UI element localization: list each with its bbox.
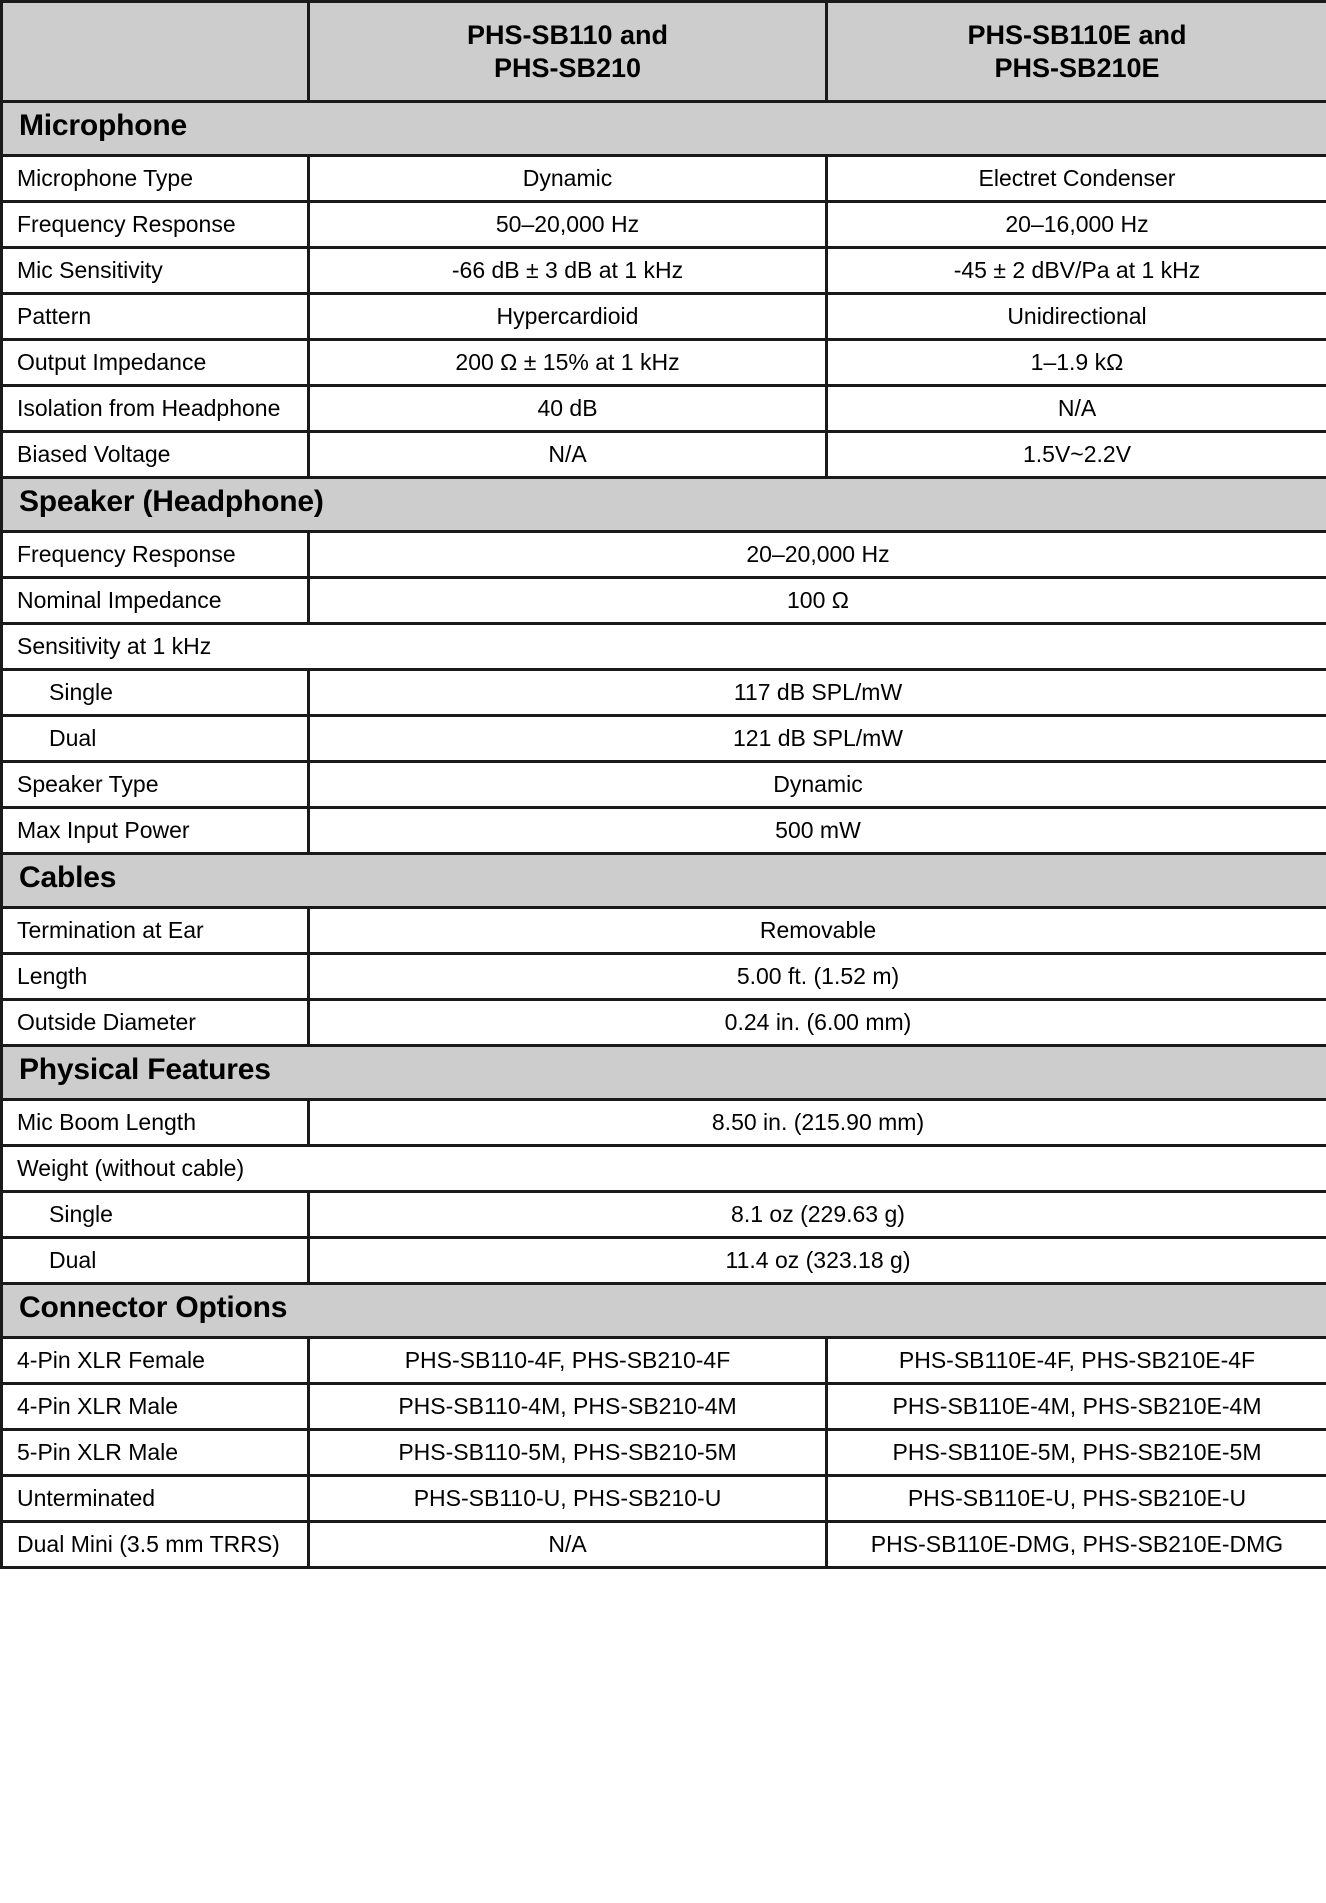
row-value-e-model: PHS-SB110E-DMG, PHS-SB210E-DMG: [827, 1522, 1326, 1568]
row-value-standard: PHS-SB110-4F, PHS-SB210-4F: [309, 1338, 827, 1384]
row-label: Dual: [2, 716, 309, 762]
table-row: [2, 432, 1326, 478]
table-header-row: [2, 2, 1326, 102]
row-value-e-model: 1–1.9 kΩ: [827, 340, 1326, 386]
section-header-row: [2, 1284, 1326, 1338]
row-label: Isolation from Headphone: [2, 386, 309, 432]
table-row: [2, 1430, 1326, 1476]
row-value-shared: 5.00 ft. (1.52 m): [309, 954, 1326, 1000]
row-label: 4-Pin XLR Male: [2, 1384, 309, 1430]
table-row: [2, 340, 1326, 386]
row-value-shared: 8.50 in. (215.90 mm): [309, 1100, 1326, 1146]
row-value-e-model: Unidirectional: [827, 294, 1326, 340]
row-value-shared: 0.24 in. (6.00 mm): [309, 1000, 1326, 1046]
row-value-standard: N/A: [309, 1522, 827, 1568]
table-row: [2, 1476, 1326, 1522]
table-row: [2, 1338, 1326, 1384]
section-title: Microphone: [2, 102, 1326, 156]
table-body: [2, 2, 1326, 1568]
row-label: Single: [2, 1192, 309, 1238]
column-header-line: PHS-SB110 and: [466, 19, 669, 50]
table-row: [2, 156, 1326, 202]
table-row: [2, 1146, 1326, 1192]
row-value-shared: 100 Ω: [309, 578, 1326, 624]
row-value-shared: 20–20,000 Hz: [309, 532, 1326, 578]
row-value-shared: 500 mW: [309, 808, 1326, 854]
table-row: [2, 624, 1326, 670]
row-value-e-model: PHS-SB110E-5M, PHS-SB210E-5M: [827, 1430, 1326, 1476]
row-value-shared: 117 dB SPL/mW: [309, 670, 1326, 716]
table-row: [2, 1238, 1326, 1284]
row-group-label: Weight (without cable): [2, 1146, 1326, 1192]
table-row: [2, 808, 1326, 854]
column-header-line: PHS-SB210E: [994, 52, 1160, 83]
row-label: Termination at Ear: [2, 908, 309, 954]
row-value-standard: 40 dB: [309, 386, 827, 432]
row-label: Max Input Power: [2, 808, 309, 854]
row-value-standard: PHS-SB110-U, PHS-SB210-U: [309, 1476, 827, 1522]
row-value-standard: 200 Ω ± 15% at 1 kHz: [309, 340, 827, 386]
table-row: [2, 248, 1326, 294]
row-label: Output Impedance: [2, 340, 309, 386]
section-header-row: [2, 102, 1326, 156]
row-group-label: Sensitivity at 1 kHz: [2, 624, 1326, 670]
section-title: Connector Options: [2, 1284, 1326, 1338]
row-value-e-model: 1.5V~2.2V: [827, 432, 1326, 478]
row-value-shared: Dynamic: [309, 762, 1326, 808]
table-row: [2, 716, 1326, 762]
row-value-shared: 11.4 oz (323.18 g): [309, 1238, 1326, 1284]
row-label: 4-Pin XLR Female: [2, 1338, 309, 1384]
row-value-shared: 121 dB SPL/mW: [309, 716, 1326, 762]
table-row: [2, 294, 1326, 340]
section-title: Cables: [2, 854, 1326, 908]
row-label: Biased Voltage: [2, 432, 309, 478]
row-value-standard: Hypercardioid: [309, 294, 827, 340]
row-value-standard: N/A: [309, 432, 827, 478]
row-value-e-model: Electret Condenser: [827, 156, 1326, 202]
column-header-line: PHS-SB110E and: [967, 19, 1187, 50]
row-value-shared: Removable: [309, 908, 1326, 954]
column-header-line: PHS-SB210: [493, 52, 642, 83]
table-row: [2, 532, 1326, 578]
row-value-e-model: PHS-SB110E-U, PHS-SB210E-U: [827, 1476, 1326, 1522]
table-row: [2, 954, 1326, 1000]
row-value-e-model: PHS-SB110E-4F, PHS-SB210E-4F: [827, 1338, 1326, 1384]
row-value-standard: PHS-SB110-4M, PHS-SB210-4M: [309, 1384, 827, 1430]
row-value-standard: Dynamic: [309, 156, 827, 202]
section-header-row: [2, 478, 1326, 532]
row-label: Length: [2, 954, 309, 1000]
row-label: Microphone Type: [2, 156, 309, 202]
table-row: [2, 578, 1326, 624]
section-title: Physical Features: [2, 1046, 1326, 1100]
row-label: Frequency Response: [2, 202, 309, 248]
row-label: Dual Mini (3.5 mm TRRS): [2, 1522, 309, 1568]
table-row: [2, 1384, 1326, 1430]
row-value-standard: 50–20,000 Hz: [309, 202, 827, 248]
table-row: [2, 1100, 1326, 1146]
row-label: Nominal Impedance: [2, 578, 309, 624]
row-value-e-model: -45 ± 2 dBV/Pa at 1 kHz: [827, 248, 1326, 294]
row-label: Frequency Response: [2, 532, 309, 578]
header-corner-cell: [2, 2, 309, 102]
row-value-shared: 8.1 oz (229.63 g): [309, 1192, 1326, 1238]
section-title: Speaker (Headphone): [2, 478, 1326, 532]
row-label: Mic Boom Length: [2, 1100, 309, 1146]
row-value-e-model: PHS-SB110E-4M, PHS-SB210E-4M: [827, 1384, 1326, 1430]
table-row: [2, 1000, 1326, 1046]
table-row: [2, 202, 1326, 248]
row-label: Unterminated: [2, 1476, 309, 1522]
row-label: 5-Pin XLR Male: [2, 1430, 309, 1476]
column-header-standard-models: [309, 2, 827, 102]
section-header-row: [2, 854, 1326, 908]
row-label: Mic Sensitivity: [2, 248, 309, 294]
row-value-e-model: 20–16,000 Hz: [827, 202, 1326, 248]
row-label: Dual: [2, 1238, 309, 1284]
row-label: Pattern: [2, 294, 309, 340]
row-label: Speaker Type: [2, 762, 309, 808]
column-header-e-models: [827, 2, 1326, 102]
row-label: Outside Diameter: [2, 1000, 309, 1046]
table-row: [2, 386, 1326, 432]
row-value-e-model: N/A: [827, 386, 1326, 432]
table-row: [2, 1192, 1326, 1238]
row-label: Single: [2, 670, 309, 716]
table-row: [2, 1522, 1326, 1568]
table-row: [2, 670, 1326, 716]
table-row: [2, 908, 1326, 954]
section-header-row: [2, 1046, 1326, 1100]
row-value-standard: PHS-SB110-5M, PHS-SB210-5M: [309, 1430, 827, 1476]
table-row: [2, 762, 1326, 808]
row-value-standard: -66 dB ± 3 dB at 1 kHz: [309, 248, 827, 294]
